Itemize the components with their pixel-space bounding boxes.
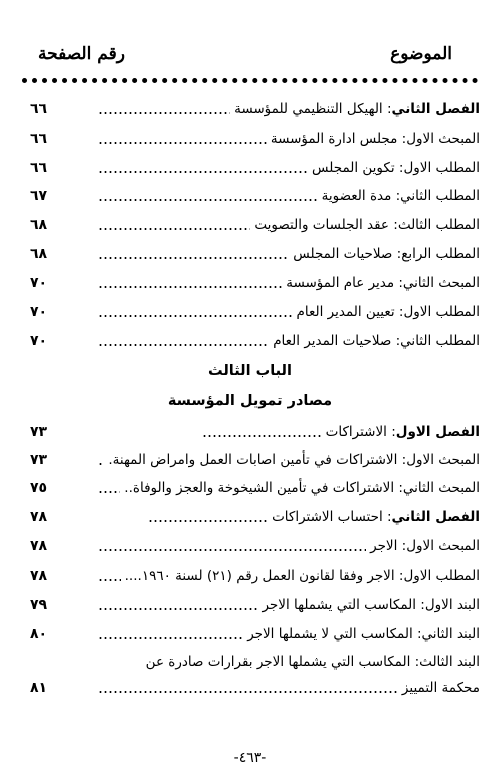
toc-entry-title: [271, 131, 480, 147]
toc-entry-page-number: ٧٨: [30, 509, 48, 525]
part-subheading: مصادر تمويل المؤسسة: [167, 393, 333, 409]
toc-entry-text: : احتساب الاشتراكات: [272, 509, 392, 525]
toc-entry-title: [272, 509, 480, 525]
toc-entry-page-number: ٧٠: [30, 275, 48, 291]
toc-entry-page-number: ٧٨: [30, 568, 48, 584]
toc-entry-page-number: ٨١: [30, 680, 48, 696]
toc-entry: [30, 477, 480, 499]
toc-entry-title: [322, 188, 480, 204]
dot-leader: [98, 607, 258, 611]
toc-entry-title: [254, 217, 480, 233]
toc-entry-page-number: ٦٨: [30, 217, 48, 233]
toc-entry-page-number: ٧٩: [30, 597, 48, 613]
toc-entry: [30, 449, 480, 471]
toc-entry-title: [297, 304, 480, 320]
toc-entry-text: المطلب الثاني: مدة العضوية: [321, 188, 480, 204]
toc-entry-text: البند الاول: المكاسب التي يشملها الاجر: [262, 597, 480, 613]
dot-leader: [98, 111, 230, 115]
toc-entry-page-number: ٦٨: [30, 246, 48, 262]
dot-leader: [98, 285, 282, 289]
toc-entry-title: [312, 160, 480, 176]
dot-leader: [98, 256, 289, 260]
dot-leader: [148, 519, 268, 523]
toc-entry-title: [273, 333, 480, 349]
toc-entry-chapter-label: الفصل الثاني: [391, 509, 480, 525]
toc-entry: [30, 301, 480, 323]
toc-entry-text: محكمة التمييز: [401, 680, 480, 696]
toc-entry: [30, 128, 480, 150]
toc-entry: [30, 214, 480, 236]
toc-entry-text: المبحث الاول: الاشتراكات في تأمين اصابات العمل وامراض المهنة.: [108, 452, 480, 468]
toc-entry: [30, 243, 480, 265]
toc-entry-title: [247, 626, 480, 642]
toc-entry: [30, 157, 480, 179]
toc-entry-page-number: ٧٨: [30, 538, 48, 554]
dot-leader: [98, 690, 398, 694]
toc-entry-title: [124, 480, 480, 496]
toc-entry-title: [108, 452, 480, 468]
toc-entry: [30, 185, 480, 207]
toc-entry-page-number: ٦٦: [30, 131, 48, 147]
toc-entry-text: المطلب الاول: تكوين المجلس: [312, 160, 480, 176]
dot-leader: [98, 343, 269, 347]
toc-entry-page-number: ٧٠: [30, 333, 48, 349]
toc-entry-text: المطلب الثالث: عقد الجلسات والتصويت: [254, 217, 480, 233]
dot-leader: [98, 578, 121, 582]
toc-entry-text: المطلب الثاني: صلاحيات المدير العام: [273, 333, 480, 349]
dot-leader: [98, 314, 293, 318]
dot-leader: [98, 462, 104, 466]
toc-entry-text: البند الثالث: المكاسب التي يشملها الاجر بقرارات صادرة عن: [145, 654, 480, 670]
toc-entry: [30, 506, 480, 528]
toc-entry-title: [262, 597, 480, 613]
toc-entry-chapter-label: الفصل الثاني: [391, 101, 480, 117]
toc-entry-text: : الاشتراكات: [325, 424, 396, 440]
toc-entry-text: المطلب الرابع: صلاحيات المجلس: [293, 246, 480, 262]
dot-leader: [98, 636, 243, 640]
page-footer-number: -٤٦٣-: [233, 750, 267, 766]
part-heading: الباب الثالث: [208, 363, 292, 379]
toc-entry-text: المطلب الاول: تعيين المدير العام: [296, 304, 480, 320]
toc-entry-title: [146, 654, 480, 670]
toc-entry: [30, 272, 480, 294]
toc-entry: [30, 594, 480, 616]
dot-leader: [98, 548, 366, 552]
dot-leader: [98, 227, 250, 231]
toc-entry-title: [402, 680, 480, 696]
toc-entry-title: [326, 424, 480, 440]
dot-leader: [98, 198, 318, 202]
toc-entry-title: [370, 538, 480, 554]
toc-entry-text: : الهيكل التنظيمي للمؤسسة: [234, 101, 392, 117]
toc-entry-page-number: ٧٠: [30, 304, 48, 320]
toc-entry-title: [286, 275, 480, 291]
toc-entry-chapter-label: الفصل الاول: [395, 424, 480, 440]
toc-entry: [30, 677, 480, 699]
toc-entry-text: المبحث الاول: الاجر: [370, 538, 480, 554]
toc-entry-page-number: ٧٣: [30, 424, 48, 440]
toc-entry: [30, 565, 480, 587]
toc-entry-text: المطلب الاول: الاجر وفقا لقانون العمل رقم (٢١) لسنة ١٩٦٠....: [124, 568, 480, 584]
topic-column-header: الموضوع: [390, 44, 452, 64]
toc-entry-page-number: ٦٦: [30, 160, 48, 176]
dot-leader: [98, 170, 308, 174]
toc-entry: [30, 535, 480, 557]
page-number-column-header: رقم الصفحة: [38, 44, 125, 64]
toc-entry: [30, 651, 480, 673]
toc-entry: [30, 421, 480, 443]
dot-leader: [98, 141, 267, 145]
toc-entry-title: [234, 101, 480, 117]
toc-entry-text: المبحث الاول: مجلس ادارة المؤسسة: [270, 131, 480, 147]
toc-entry-page-number: ٦٦: [30, 101, 48, 117]
dot-leader: [98, 490, 120, 494]
dot-leader: [202, 434, 322, 438]
toc-entry-text: المبحث الثاني: مدير عام المؤسسة: [286, 275, 480, 291]
toc-entry: [30, 330, 480, 352]
toc-entry-title: [293, 246, 480, 262]
toc-entry: [30, 623, 480, 645]
toc-entry-title: [125, 568, 480, 584]
toc-entry-page-number: ٦٧: [30, 188, 48, 204]
toc-entry-page-number: ٧٥: [30, 480, 48, 496]
toc-entry-page-number: ٧٣: [30, 452, 48, 468]
toc-entry: [30, 98, 480, 120]
dot-leader: [98, 664, 142, 668]
header-dotted-divider: [22, 78, 478, 83]
toc-entry-text: المبحث الثاني: الاشتراكات في تأمين الشيخوخة والعجز والوفاة..: [124, 480, 480, 496]
toc-entry-page-number: ٨٠: [30, 626, 48, 642]
toc-entry-text: البند الثاني: المكاسب التي لا يشملها الاجر: [247, 626, 480, 642]
